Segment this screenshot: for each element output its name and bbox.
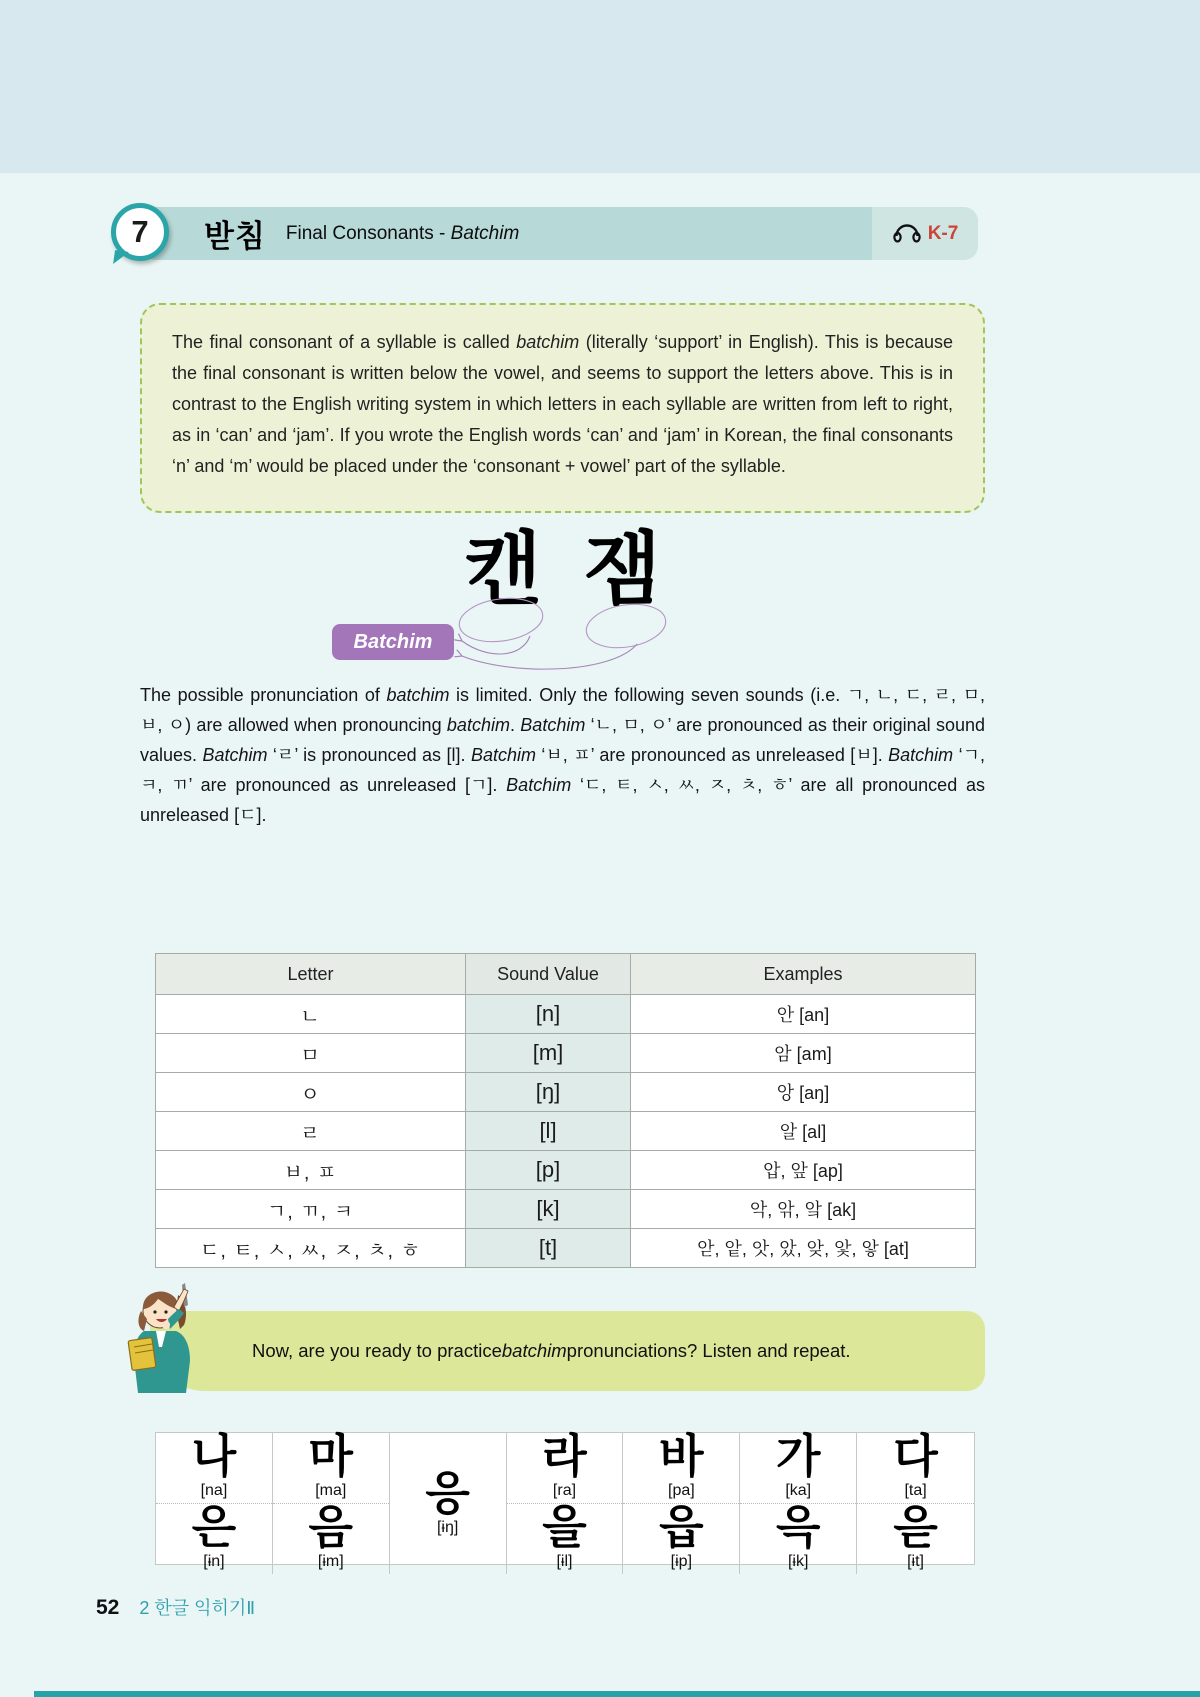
letter-cell: ㄴ: [156, 995, 466, 1034]
pronunciation-paragraph: The possible pronunciation of batchim is limited. Only the following seven sounds (i.e. ㄱ, ㄴ, ㄷ, ㄹ, ㅁ, ㅂ, ㅇ) are allowed when pronouncing batchim. Batchim ‘ㄴ, ㅁ, ㅇ’ are pronounced as their original sound values. Batchim ‘ㄹ’ is pronounced as [l]. Batchim ‘ㅂ, ㅍ’ are pronounced as unreleased [ㅂ]. Batchim ‘ㄱ, ㅋ, ㄲ’ are pronounced as unreleased [ㄱ]. Batchim ‘ㄷ, ㅌ, ㅅ, ㅆ, ㅈ, ㅊ, ㅎ’ are all pronounced as unreleased [ㄷ].: [140, 685, 986, 825]
examples-cell: 알 [al]: [631, 1112, 976, 1151]
examples-cell: 앋, 앝, 앗, 았, 앚, 앛, 앟 [at]: [631, 1229, 976, 1268]
romanization: [ra]: [552, 1482, 577, 1499]
headphones-icon: [892, 219, 922, 249]
syllable: 바: [659, 1430, 704, 1482]
page-footer: [96, 1594, 255, 1620]
syllable: 읍: [659, 1501, 704, 1553]
table-row: [156, 1229, 976, 1268]
sound-cell: [t]: [466, 1229, 631, 1268]
practice-cell: [857, 1501, 974, 1574]
romanization: [ɨt]: [907, 1553, 924, 1570]
romanization: [pa]: [668, 1482, 695, 1499]
romanization: [ɨn]: [203, 1553, 225, 1570]
syllable: 마: [308, 1430, 353, 1482]
section-title-korean: 받침: [204, 219, 266, 254]
letter-cell: ㄷ, ㅌ, ㅅ, ㅆ, ㅈ, ㅊ, ㅎ: [156, 1229, 466, 1268]
romanization: [ta]: [904, 1482, 927, 1499]
letter-cell: ㄹ: [156, 1112, 466, 1151]
sound-value-table: [155, 953, 976, 1268]
table-row: [156, 1190, 976, 1229]
practice-column: [857, 1430, 974, 1574]
column-header-examples: Examples: [631, 954, 976, 995]
sound-cell: [l]: [466, 1112, 631, 1151]
practice-cell: [156, 1501, 272, 1574]
book-chapter-title: 2 한글 익히기Ⅱ: [139, 1598, 256, 1618]
section-subtitle-italic: Batchim: [450, 222, 520, 244]
romanization: [ɨm]: [317, 1553, 344, 1570]
practice-cell: [507, 1501, 623, 1574]
table-row: [156, 1151, 976, 1190]
audio-reference[interactable]: [872, 207, 978, 260]
letter-cell: ㅂ, ㅍ: [156, 1151, 466, 1190]
table-header-row: [156, 954, 976, 995]
practice-cell: [273, 1501, 389, 1574]
syllable: 다: [893, 1430, 938, 1482]
teacher-illustration: [116, 1281, 212, 1401]
bottom-margin-band: [34, 1691, 1200, 1697]
romanization: [ɨŋ]: [436, 1519, 459, 1536]
romanization: [ka]: [785, 1482, 812, 1499]
practice-cell: [857, 1430, 974, 1504]
examples-cell: 압, 앞 [ap]: [631, 1151, 976, 1190]
sound-cell: [n]: [466, 995, 631, 1034]
syllable: 라: [542, 1430, 587, 1482]
example-word-can: 캔: [464, 525, 542, 614]
syllable: 나: [191, 1430, 237, 1482]
column-header-letter: Letter: [156, 954, 466, 995]
section-subtitle: [286, 223, 519, 245]
examples-cell: 안 [an]: [631, 995, 976, 1034]
practice-column: [507, 1430, 624, 1574]
examples-cell: 앙 [aŋ]: [631, 1073, 976, 1112]
arrow-to-label-2: [462, 644, 637, 669]
practice-prompt-bubble: Now, are you ready to practice batchim pronunciations? Listen and repeat.: [150, 1311, 985, 1391]
table-row: [156, 1112, 976, 1151]
practice-cell: [623, 1430, 739, 1504]
romanization: [na]: [200, 1482, 228, 1499]
sound-cell: [p]: [466, 1151, 631, 1190]
section-subtitle-plain: Final Consonants -: [285, 222, 451, 244]
practice-column: [740, 1430, 857, 1574]
sound-cell: [ŋ]: [466, 1073, 631, 1112]
syllable: 을: [542, 1501, 587, 1553]
examples-cell: 암 [am]: [631, 1034, 976, 1073]
syllable: 윽: [775, 1501, 821, 1553]
letter-cell: ㄱ, ㄲ, ㅋ: [156, 1190, 466, 1229]
practice-syllable-table: [155, 1430, 975, 1570]
practice-cell: [740, 1430, 856, 1504]
arrow-to-label-1: [462, 636, 530, 654]
audio-track-label: K-7: [927, 222, 959, 244]
practice-column: [156, 1430, 273, 1574]
table-row: [156, 995, 976, 1034]
syllable: 응: [425, 1467, 470, 1519]
example-word-jam: 잼: [583, 525, 661, 614]
practice-column-merged: [390, 1433, 507, 1574]
sound-cell: [m]: [466, 1034, 631, 1073]
practice-cell: [273, 1430, 389, 1504]
practice-cell: [740, 1501, 856, 1574]
top-margin-band: [0, 0, 1200, 173]
practice-column: [623, 1430, 740, 1574]
table-row: [156, 1073, 976, 1112]
section-number-badge: [111, 203, 169, 261]
romanization: [ɨp]: [670, 1553, 693, 1570]
practice-cell: [623, 1501, 739, 1574]
letter-cell: ㅁ: [156, 1034, 466, 1073]
example-words: [140, 525, 985, 614]
table-row: [156, 1034, 976, 1073]
section-header-band: [140, 207, 872, 260]
romanization: [ɨk]: [787, 1553, 809, 1570]
syllable: 음: [308, 1501, 353, 1553]
column-header-sound-value: Sound Value: [466, 954, 631, 995]
examples-cell: 악, 앆, 앜 [ak]: [631, 1190, 976, 1229]
letter-cell: ㅇ: [156, 1073, 466, 1112]
syllable: 은: [191, 1501, 237, 1553]
batchim-label: Batchim: [332, 624, 454, 660]
section-number: 7: [131, 214, 149, 249]
syllable: 읃: [893, 1501, 938, 1553]
batchim-example-display: [140, 512, 985, 674]
syllable: 가: [775, 1430, 821, 1482]
practice-cell: [507, 1430, 623, 1504]
romanization: [ma]: [315, 1482, 347, 1499]
sound-cell: [k]: [466, 1190, 631, 1229]
romanization: [ɨl]: [556, 1553, 573, 1570]
intro-explanation-box: The final consonant of a syllable is called batchim (literally ‘support’ in English). This is because the final consonant is written below the vowel, and seems to support the letters above. This is in contrast to the English writing system in which letters in each syllable are written from left to right, as in ‘can’ and ‘jam’. If you wrote the English words ‘can’ and ‘jam’ in Korean, the final consonants ‘n’ and ‘m’ would be placed under the ‘consonant + vowel’ part of the syllable.: [140, 303, 985, 513]
page-number: 52: [96, 1596, 120, 1619]
practice-column: [273, 1430, 390, 1574]
practice-cell: [156, 1430, 272, 1504]
